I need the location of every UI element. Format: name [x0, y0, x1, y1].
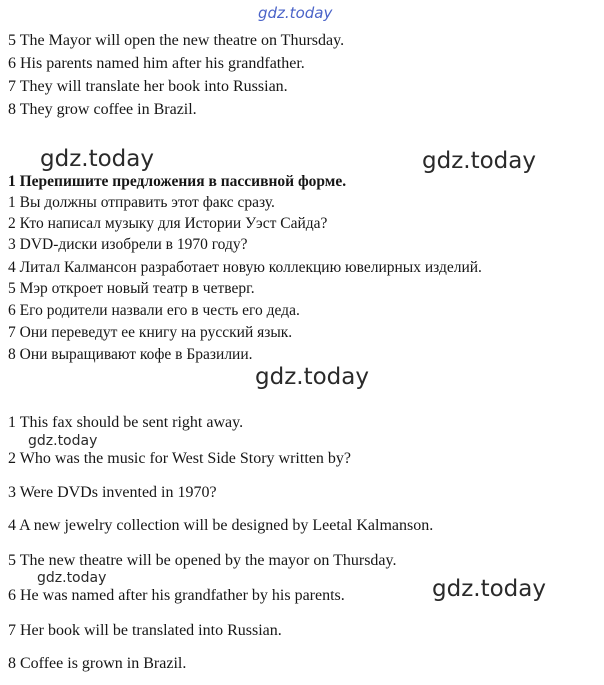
- answer-line: 5 The new theatre will be opened by the mayor on Thursday.: [8, 552, 397, 569]
- exercise-item: 8 Они выращивают кофе в Бразилии.: [8, 346, 253, 363]
- watermark: gdz.today: [258, 4, 333, 22]
- watermark: gdz.today: [37, 570, 107, 586]
- top-line: 8 They grow coffee in Brazil.: [8, 101, 197, 118]
- exercise-item: 7 Они переведут ее книгу на русский язык.: [8, 324, 293, 341]
- answer-line: 6 He was named after his grandfather by his parents.: [8, 587, 345, 604]
- answer-line: 2 Who was the music for West Side Story written by?: [8, 450, 351, 467]
- answer-line: 7 Her book will be translated into Russian.: [8, 622, 282, 639]
- answer-line: 8 Coffee is grown in Brazil.: [8, 655, 187, 672]
- exercise-item: 5 Мэр откроет новый театр в четверг.: [8, 280, 255, 297]
- top-line: 5 The Mayor will open the new theatre on Thursday.: [8, 32, 345, 49]
- answer-line: 4 A new jewelry collection will be designed by Leetal Kalmanson.: [8, 517, 434, 534]
- watermark: gdz.today: [432, 576, 546, 602]
- exercise-item: 2 Кто написал музыку для Истории Уэст Сайда?: [8, 215, 328, 232]
- answer-line: 1 This fax should be sent right away.: [8, 414, 244, 431]
- exercise-item: 4 Литал Калмансон разработает новую коллекцию ювелирных изделий.: [8, 259, 482, 276]
- exercise-item: 3 DVD-диски изобрели в 1970 году?: [8, 236, 248, 253]
- answer-line: 3 Were DVDs invented in 1970?: [8, 484, 217, 501]
- top-line: 6 His parents named him after his grandfather.: [8, 55, 305, 72]
- watermark: gdz.today: [422, 148, 536, 174]
- exercise-heading: 1 Перепишите предложения в пассивной форме.: [8, 173, 347, 190]
- watermark: gdz.today: [255, 364, 369, 390]
- top-line: 7 They will translate her book into Russian.: [8, 78, 288, 95]
- exercise-item: 1 Вы должны отправить этот факс сразу.: [8, 194, 275, 211]
- watermark: gdz.today: [28, 433, 98, 449]
- exercise-item: 6 Его родители назвали его в честь его деда.: [8, 302, 300, 319]
- watermark: gdz.today: [40, 146, 154, 172]
